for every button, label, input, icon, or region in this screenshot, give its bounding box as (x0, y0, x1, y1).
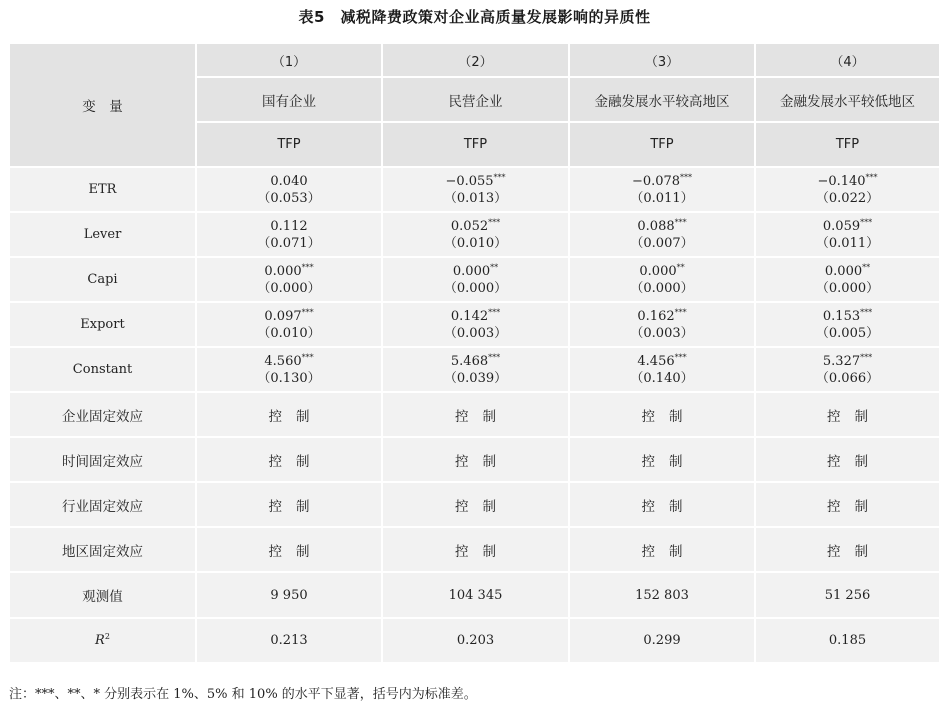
standard-error: （0.007） (630, 235, 694, 251)
standard-error: （0.000） (443, 280, 508, 296)
coefficient-value (756, 263, 939, 280)
significance-stars: *** (680, 172, 693, 182)
significance-stars: *** (493, 172, 506, 182)
standard-error: （0.039） (443, 370, 508, 386)
coefficient-cell (755, 167, 940, 212)
standard-error: （0.010） (443, 235, 508, 251)
coefficient-cell (569, 257, 755, 302)
coefficient-cell (382, 212, 569, 257)
row-variable-name: 企业固定效应 (10, 392, 196, 437)
table-row (10, 482, 940, 527)
fixed-effect-value: 控制 (641, 453, 697, 470)
fixed-effect-cell (755, 437, 940, 482)
coefficient-cell (382, 167, 569, 212)
column-group: 国有企业 (196, 77, 382, 122)
coefficient-cell (196, 212, 382, 257)
table-row (10, 572, 940, 618)
standard-error: （0.011） (815, 235, 880, 251)
table-row (10, 527, 940, 572)
coefficient-number: 0.000 (639, 263, 677, 279)
fixed-effect-cell (755, 392, 940, 437)
coefficient-number: 0.052 (450, 218, 489, 234)
fixed-effect-cell (382, 527, 569, 572)
coefficient-cell (569, 212, 755, 257)
column-dependent-var: TFP (755, 122, 940, 167)
fixed-effect-cell (569, 482, 755, 527)
standard-error: （0.000） (815, 280, 880, 296)
significance-stars: ** (676, 262, 685, 272)
observations-cell: 104 345 (382, 572, 569, 618)
coefficient-cell (196, 257, 382, 302)
significance-stars: *** (865, 172, 878, 182)
column-index: （3） (569, 44, 755, 77)
fixed-effect-cell (755, 482, 940, 527)
standard-error: （0.003） (443, 325, 508, 341)
fixed-effect-cell (196, 437, 382, 482)
observations-cell: 51 256 (755, 572, 940, 618)
standard-error: （0.005） (815, 325, 880, 341)
row-variable-name: 时间固定效应 (10, 437, 196, 482)
r-squared-cell: 0.203 (382, 618, 569, 663)
table-row (10, 437, 940, 482)
standard-error: （0.140） (630, 370, 694, 386)
row-variable-name: 行业固定效应 (10, 482, 196, 527)
row-variable-name: Lever (10, 212, 196, 257)
row-variable-name: ETR (10, 167, 196, 212)
fixed-effect-cell (196, 482, 382, 527)
coefficient-number: 0.059 (822, 218, 861, 234)
standard-error: （0.022） (815, 190, 880, 206)
fixed-effect-cell (382, 392, 569, 437)
column-dependent-var: TFP (569, 122, 755, 167)
coefficient-cell (569, 302, 755, 347)
standard-error: （0.066） (815, 370, 880, 386)
row-variable-name: Capi (10, 257, 196, 302)
row-variable-name: 地区固定效应 (10, 527, 196, 572)
coefficient-number: 0.088 (637, 218, 675, 234)
coefficient-number: 0.000 (824, 263, 863, 279)
significance-stars: *** (488, 307, 501, 317)
row-variable-name: Constant (10, 347, 196, 392)
row-variable-name (10, 618, 196, 663)
table-row (10, 347, 940, 392)
coefficient-value (570, 353, 754, 370)
significance-stars: *** (860, 217, 873, 227)
standard-error: （0.003） (630, 325, 694, 341)
coefficient-value (383, 173, 568, 190)
table-title: 表5 减税降费政策对企业高质量发展影响的异质性 (298, 8, 651, 26)
coefficient-number: 0.112 (270, 218, 308, 234)
table-row (10, 302, 940, 347)
fixed-effect-cell (382, 482, 569, 527)
coefficient-value (197, 308, 381, 325)
column-index: （2） (382, 44, 569, 77)
significance-stars: *** (860, 352, 873, 362)
fixed-effect-value: 控制 (455, 543, 510, 560)
coefficient-cell (196, 167, 382, 212)
r-squared-cell: 0.213 (196, 618, 382, 663)
coefficient-value (197, 218, 381, 235)
coefficient-number: 0.142 (450, 308, 489, 324)
variable-header: 变 量 (10, 44, 196, 167)
significance-stars: *** (488, 217, 501, 227)
coefficient-number: 0.000 (264, 263, 302, 279)
row-variable-name: 观测值 (10, 572, 196, 618)
coefficient-value (197, 263, 381, 280)
r-squared-cell: 0.299 (569, 618, 755, 663)
fixed-effect-value: 控制 (641, 498, 697, 515)
coefficient-cell (755, 212, 940, 257)
coefficient-number: 5.468 (450, 353, 489, 369)
standard-error: （0.013） (443, 190, 508, 206)
coefficient-value (570, 218, 754, 235)
coefficient-cell (382, 257, 569, 302)
standard-error: （0.130） (257, 370, 321, 386)
column-group: 金融发展水平较低地区 (755, 77, 940, 122)
significance-stars: *** (674, 352, 687, 362)
fixed-effect-value: 控制 (641, 543, 697, 560)
significance-stars: *** (301, 307, 314, 317)
coefficient-value (197, 173, 381, 190)
standard-error: （0.010） (257, 325, 321, 341)
coefficient-cell (196, 302, 382, 347)
fixed-effect-value: 控制 (827, 543, 882, 560)
significance-stars: *** (301, 262, 314, 272)
coefficient-value (756, 353, 939, 370)
coefficient-cell (755, 257, 940, 302)
fixed-effect-cell (196, 392, 382, 437)
coefficient-value (756, 308, 939, 325)
coefficient-value (756, 218, 939, 235)
significance-stars: ** (490, 262, 499, 272)
significance-stars: ** (862, 262, 871, 272)
r-squared-superscript: 2 (104, 632, 110, 641)
table-row (10, 257, 940, 302)
fixed-effect-value: 控制 (455, 498, 510, 515)
fixed-effect-value: 控制 (641, 408, 697, 425)
significance-stars: *** (860, 307, 873, 317)
regression-table (10, 44, 941, 664)
column-group: 民营企业 (382, 77, 569, 122)
column-group: 金融发展水平较高地区 (569, 77, 755, 122)
significance-stars: *** (674, 217, 687, 227)
coefficient-number: 4.560 (264, 353, 302, 369)
fixed-effect-value: 控制 (827, 453, 882, 470)
coefficient-value (383, 308, 568, 325)
fixed-effect-cell (569, 527, 755, 572)
standard-error: （0.011） (630, 190, 694, 206)
column-dependent-var: TFP (196, 122, 382, 167)
coefficient-number: 0.153 (822, 308, 861, 324)
fixed-effect-value: 控制 (268, 453, 324, 470)
coefficient-value (570, 263, 754, 280)
coefficient-cell (569, 167, 755, 212)
fixed-effect-value: 控制 (455, 453, 510, 470)
coefficient-cell (382, 347, 569, 392)
significance-stars: *** (488, 352, 501, 362)
coefficient-cell (755, 347, 940, 392)
standard-error: （0.071） (257, 235, 321, 251)
coefficient-number: 5.327 (822, 353, 861, 369)
table-note: 注：***、**、* 分别表示在 1%、5% 和 10% 的水平下显著，括号内为标准差。 (9, 687, 477, 702)
column-index: （4） (755, 44, 940, 77)
coefficient-cell (382, 302, 569, 347)
standard-error: （0.000） (257, 280, 321, 296)
coefficient-value (383, 218, 568, 235)
table-row (10, 392, 940, 437)
header-row-index (10, 44, 940, 77)
fixed-effect-value: 控制 (268, 408, 324, 425)
table-row (10, 212, 940, 257)
coefficient-value (570, 308, 754, 325)
row-variable-name: Export (10, 302, 196, 347)
significance-stars: *** (301, 352, 314, 362)
coefficient-number: 0.040 (270, 173, 308, 189)
standard-error: （0.000） (630, 280, 694, 296)
fixed-effect-cell (755, 527, 940, 572)
fixed-effect-cell (382, 437, 569, 482)
observations-cell: 152 803 (569, 572, 755, 618)
fixed-effect-value: 控制 (455, 408, 510, 425)
fixed-effect-value: 控制 (268, 543, 324, 560)
table-row (10, 167, 940, 212)
table-row (10, 618, 940, 663)
significance-stars: *** (674, 307, 687, 317)
observations-cell: 9 950 (196, 572, 382, 618)
fixed-effect-value: 控制 (827, 498, 882, 515)
fixed-effect-cell (569, 392, 755, 437)
coefficient-number: −0.078 (631, 173, 681, 189)
coefficient-number: 0.000 (452, 263, 491, 279)
coefficient-value (756, 173, 939, 190)
coefficient-number: 0.162 (637, 308, 675, 324)
coefficient-cell (569, 347, 755, 392)
fixed-effect-cell (196, 527, 382, 572)
fixed-effect-cell (569, 437, 755, 482)
coefficient-number: −0.140 (817, 173, 866, 189)
coefficient-value (383, 263, 568, 280)
fixed-effect-value: 控制 (268, 498, 324, 515)
r-squared-cell: 0.185 (755, 618, 940, 663)
column-dependent-var: TFP (382, 122, 569, 167)
coefficient-cell (755, 302, 940, 347)
r-squared-symbol: R (95, 633, 105, 648)
coefficient-value (197, 353, 381, 370)
fixed-effect-value: 控制 (827, 408, 882, 425)
coefficient-value (570, 173, 754, 190)
coefficient-number: 0.097 (264, 308, 302, 324)
coefficient-number: 4.456 (637, 353, 675, 369)
coefficient-value (383, 353, 568, 370)
column-index: （1） (196, 44, 382, 77)
coefficient-cell (196, 347, 382, 392)
standard-error: （0.053） (257, 190, 321, 206)
coefficient-number: −0.055 (445, 173, 494, 189)
